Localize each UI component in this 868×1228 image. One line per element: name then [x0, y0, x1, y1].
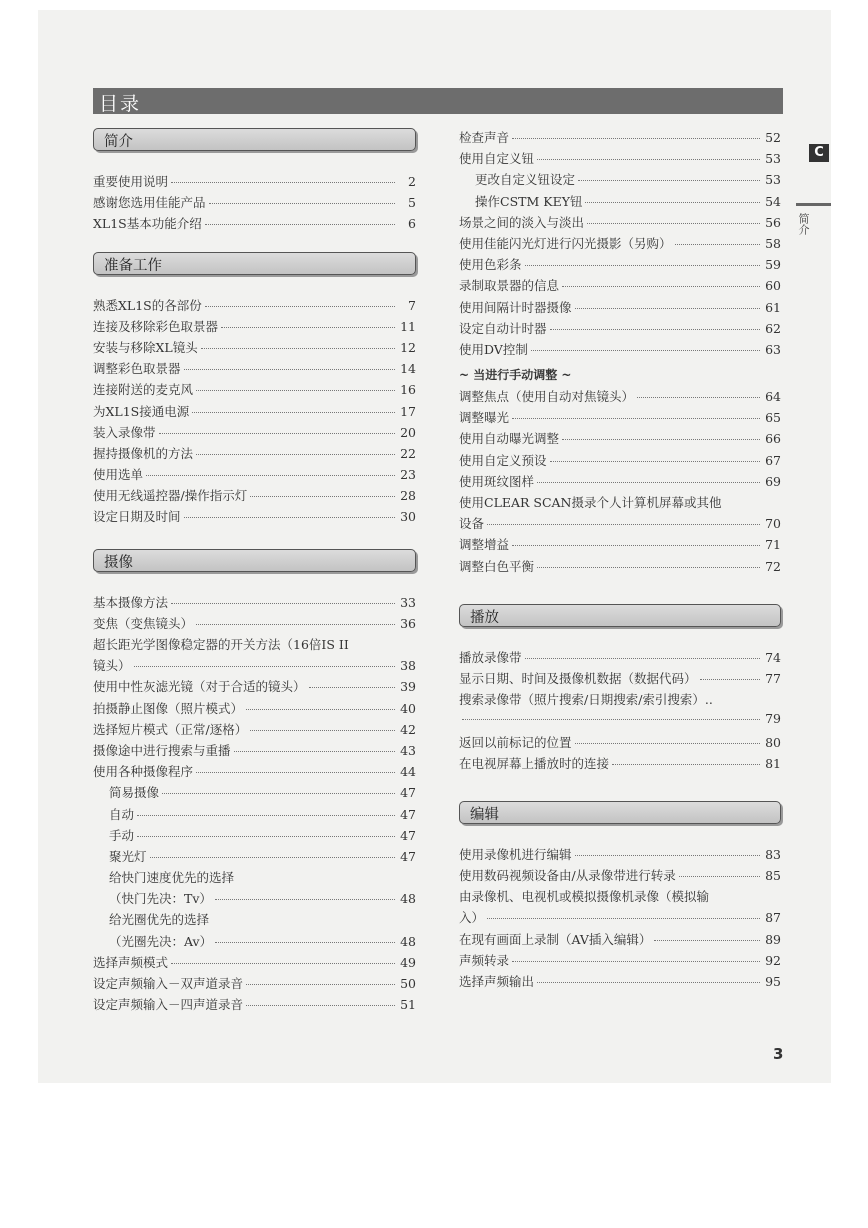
toc-entry-title: 在电视屏幕上播放时的连接 — [459, 755, 610, 771]
toc-entry[interactable] — [93, 465, 416, 486]
toc-entry-page: 47 — [400, 785, 416, 801]
toc-entry[interactable] — [459, 128, 781, 149]
toc-entry-page: 5 — [408, 195, 416, 211]
toc-entry-page: 65 — [765, 410, 781, 426]
toc-entry-page: 69 — [765, 473, 781, 489]
toc-entry-title: 握持摄像机的方法 — [93, 445, 194, 461]
title-bar — [93, 88, 783, 114]
list-right-a — [459, 128, 781, 361]
dot-leader — [146, 475, 395, 476]
section-header-playback: 播放 — [459, 604, 781, 627]
dot-leader — [250, 496, 395, 497]
toc-entry-page: 47 — [400, 827, 416, 843]
dot-leader — [159, 433, 395, 434]
toc-entry-title: 使用佳能闪光灯进行闪光摄影（另购） — [459, 235, 672, 251]
toc-entry-title: 简易摄像 — [109, 785, 160, 801]
toc-entry[interactable] — [93, 847, 416, 868]
toc-entry[interactable] — [93, 974, 416, 995]
toc-entry-title: 使用自定义钮 — [459, 151, 535, 167]
dot-leader — [537, 982, 760, 983]
dot-leader — [201, 348, 395, 349]
toc-entry-title: 选择短片模式（正常/逐格） — [93, 721, 248, 737]
toc-entry-page: 23 — [400, 467, 416, 483]
toc-entry[interactable] — [93, 826, 416, 847]
toc-entry-title: 摄像途中进行搜索与重播 — [93, 742, 231, 758]
dot-leader — [150, 857, 395, 858]
dot-leader — [537, 567, 760, 568]
dot-leader — [171, 603, 395, 604]
toc-entry[interactable] — [93, 444, 416, 465]
dot-leader — [137, 815, 395, 816]
toc-entry-page: 67 — [765, 452, 781, 468]
list-shooting-a2 — [93, 656, 416, 677]
toc-entry-page: 54 — [765, 193, 781, 209]
list-right-c — [459, 535, 781, 577]
toc-entry-title: 使用自动曝光调整 — [459, 431, 560, 447]
dot-leader — [196, 624, 395, 625]
dot-leader — [184, 369, 395, 370]
dot-leader — [196, 454, 395, 455]
dot-leader — [246, 709, 395, 710]
toc-entry-title: 连接及移除彩色取景器 — [93, 318, 219, 334]
toc-entry-page: 14 — [400, 361, 416, 377]
list-shooting-a — [93, 593, 416, 635]
list-av — [93, 932, 416, 953]
toc-entry-page: 70 — [765, 516, 781, 532]
toc-entry-title: 使用录像机进行编辑 — [459, 846, 572, 862]
dot-leader — [162, 793, 395, 794]
toc-entry-title: 调整曝光 — [459, 410, 510, 426]
toc-entry-title: 设定声频输入－四声道录音 — [93, 997, 244, 1013]
dot-leader — [512, 138, 760, 139]
dot-leader — [679, 876, 760, 877]
dot-leader — [525, 658, 760, 659]
toc-entry-page: 89 — [765, 931, 781, 947]
toc-entry-page: 61 — [765, 299, 781, 315]
list-play-a — [459, 648, 781, 690]
toc-entry-title: 自动 — [109, 806, 135, 822]
page-title: 目录 — [99, 93, 142, 115]
toc-entry-page: 87 — [765, 910, 781, 926]
dot-leader — [531, 350, 760, 351]
dot-leader — [587, 223, 760, 224]
dot-leader — [612, 764, 760, 765]
left-column — [93, 128, 416, 1016]
dot-leader — [309, 687, 395, 688]
toc-entry-page: 50 — [400, 976, 416, 991]
toc-entry[interactable] — [459, 234, 781, 255]
toc-entry[interactable] — [459, 972, 781, 993]
toc-entry-title: 使用DV控制 — [459, 341, 528, 357]
dot-leader — [575, 743, 760, 744]
toc-entry-title: 声频转录 — [459, 952, 510, 968]
toc-entry-page: 6 — [408, 216, 416, 232]
dot-leader — [192, 412, 395, 413]
toc-entry[interactable] — [93, 783, 416, 804]
dot-leader — [700, 679, 760, 680]
list-tv — [93, 889, 416, 910]
toc-entry-title: 使用中性灰滤光镜（对于合适的镜头） — [93, 679, 306, 695]
toc-entry-page: 56 — [765, 214, 781, 230]
toc-entry-title: 手动 — [109, 827, 135, 843]
toc-entry-title: 入） — [459, 910, 485, 926]
toc-entry[interactable] — [459, 733, 781, 754]
toc-entry-page: 53 — [765, 151, 781, 167]
toc-entry-title: 调整彩色取景器 — [93, 361, 181, 377]
toc-entry[interactable] — [459, 908, 781, 929]
list-edit-a — [459, 845, 781, 887]
toc-entry-title: 拍摄静止图像（照片模式） — [93, 700, 244, 716]
toc-entry-title: 连接附送的麦克风 — [93, 382, 194, 398]
toc-entry-page: 53 — [765, 172, 781, 188]
section-header-editing: 编辑 — [459, 801, 781, 824]
dot-leader — [205, 224, 395, 225]
dot-leader — [562, 439, 760, 440]
toc-entry-page: 11 — [400, 318, 416, 334]
toc-entry[interactable] — [93, 699, 416, 720]
toc-entry-page: 92 — [765, 952, 781, 968]
toc-entry-title: 选择声频输出 — [459, 974, 535, 989]
dot-leader — [205, 306, 395, 307]
list-shooting-c — [93, 783, 416, 868]
toc-entry-page: 52 — [765, 130, 781, 145]
toc-entry-title: 熟悉XL1S的各部份 — [93, 297, 202, 313]
toc-entry-title: 使用自定义预设 — [459, 452, 547, 468]
toc-entry-title: 设定自动计时器 — [459, 320, 547, 336]
dot-leader — [575, 855, 760, 856]
toc-entry[interactable] — [459, 711, 781, 732]
toc-entry-page: 42 — [400, 721, 416, 737]
toc-entry-page: 33 — [400, 594, 416, 610]
toc-entry[interactable] — [93, 995, 416, 1016]
toc-entry[interactable] — [93, 402, 416, 423]
toc-entry-wrap[interactable]: 超长距光学图像稳定器的开关方法（16倍IS II — [93, 637, 349, 652]
list-edit-vcr — [459, 908, 781, 929]
section-header-prep: 准备工作 — [93, 252, 416, 275]
toc-entry[interactable] — [93, 423, 416, 444]
right-column — [459, 128, 781, 993]
toc-entry-page: 28 — [400, 488, 416, 504]
toc-entry[interactable] — [459, 930, 781, 951]
toc-entry-page: 22 — [400, 445, 416, 461]
toc-entry-page: 30 — [400, 509, 416, 525]
dot-leader — [637, 397, 760, 398]
toc-entry-page: 20 — [400, 424, 416, 440]
toc-entry-title: 为XL1S接通电源 — [93, 403, 190, 419]
toc-entry-title: 检查声音 — [459, 130, 510, 145]
toc-entry-page: 60 — [765, 278, 781, 294]
toc-entry[interactable] — [459, 213, 781, 234]
toc-entry-page: 77 — [765, 670, 781, 686]
toc-entry[interactable] — [459, 408, 781, 429]
dot-leader — [550, 329, 760, 330]
toc-entry-title: 使用色彩条 — [459, 257, 522, 273]
toc-entry-page: 51 — [400, 997, 416, 1013]
toc-entry[interactable] — [93, 932, 416, 953]
toc-entry-page: 7 — [408, 297, 416, 313]
toc-entry[interactable] — [93, 214, 416, 235]
toc-entry-page: 74 — [765, 649, 781, 665]
toc-entry-page: 40 — [400, 700, 416, 716]
toc-entry-page: 63 — [765, 341, 781, 357]
dot-leader — [537, 482, 760, 483]
toc-entry-page: 36 — [400, 615, 416, 631]
dot-leader — [134, 666, 395, 667]
toc-entry[interactable] — [93, 762, 416, 783]
toc-entry[interactable] — [459, 669, 781, 690]
toc-entry-page: 83 — [765, 846, 781, 862]
toc-entry-page: 48 — [400, 891, 416, 907]
dot-leader — [234, 751, 395, 752]
toc-entry[interactable] — [93, 296, 416, 317]
toc-entry-title: 显示日期、时间及摄像机数据（数据代码） — [459, 670, 697, 686]
toc-entry-title: 镜头） — [93, 658, 131, 674]
page-number: 3 — [773, 1045, 784, 1063]
dot-leader — [221, 327, 395, 328]
toc-entry-page: 62 — [765, 320, 781, 336]
toc-entry[interactable] — [93, 193, 416, 214]
section-header-shooting: 摄像 — [93, 549, 416, 572]
toc-entry-title: 调整增益 — [459, 537, 510, 553]
toc-entry[interactable] — [93, 338, 416, 359]
toc-entry[interactable] — [459, 557, 781, 578]
toc-entry[interactable] — [93, 656, 416, 677]
toc-entry[interactable] — [459, 429, 781, 450]
toc-entry-title: 选择声频模式 — [93, 954, 169, 970]
list-edit-b — [459, 930, 781, 994]
toc-entry-page: 44 — [400, 764, 416, 780]
toc-entry[interactable] — [459, 754, 781, 775]
side-label: 简介 — [797, 213, 810, 235]
list-shooting-d — [93, 953, 416, 1017]
toc-entry[interactable] — [459, 535, 781, 556]
dot-leader — [462, 719, 760, 720]
toc-entry-page: 80 — [765, 734, 781, 750]
toc-entry[interactable] — [459, 845, 781, 866]
toc-entry[interactable] — [459, 951, 781, 972]
list-right-clear — [459, 514, 781, 535]
toc-entry[interactable] — [459, 298, 781, 319]
side-divider — [796, 203, 831, 206]
list-intro — [93, 172, 416, 236]
toc-entry[interactable] — [93, 889, 416, 910]
section-header-intro: 简介 — [93, 128, 416, 151]
toc-entry-title: 使用数码视频设备由/从录像带进行转录 — [459, 868, 676, 884]
toc-entry-page: 12 — [400, 339, 416, 355]
toc-entry-title: 返回以前标记的位置 — [459, 734, 572, 750]
dot-leader — [537, 159, 760, 160]
toc-entry-page: 48 — [400, 933, 416, 949]
toc-entry-title: 场景之间的淡入与淡出 — [459, 214, 585, 230]
toc-entry-title: 调整白色平衡 — [459, 558, 535, 574]
toc-entry-page: 95 — [765, 974, 781, 989]
toc-entry-wrap[interactable]: 搜索录像带（照片搜索/日期搜索/索引搜索）.. — [459, 692, 713, 708]
toc-entry-title: 安装与移除XL镜头 — [93, 339, 198, 355]
toc-entry-title: 变焦（变焦镜头） — [93, 615, 194, 631]
toc-entry[interactable] — [459, 192, 781, 213]
dot-leader — [585, 202, 760, 203]
toc-entry-page: 79 — [765, 711, 781, 727]
dot-leader — [196, 772, 395, 773]
toc-entry[interactable] — [93, 507, 416, 528]
dot-leader — [562, 286, 760, 287]
dot-leader — [196, 390, 395, 391]
toc-entry-page: 16 — [400, 382, 416, 398]
toc-entry-title: 聚光灯 — [109, 848, 147, 864]
dot-leader — [137, 836, 395, 837]
toc-entry-title: 感谢您选用佳能产品 — [93, 195, 206, 211]
toc-entry[interactable] — [459, 387, 781, 408]
dot-leader — [171, 963, 395, 964]
toc-entry[interactable] — [459, 319, 781, 340]
toc-entry-page: 17 — [400, 403, 416, 419]
toc-entry[interactable] — [459, 340, 781, 361]
toc-entry-title: 设定日期及时间 — [93, 509, 181, 525]
toc-entry[interactable] — [459, 255, 781, 276]
toc-subhead-tv[interactable]: 给快门速度优先的选择 — [109, 870, 235, 886]
dot-leader — [171, 182, 395, 183]
toc-entry-page: 2 — [408, 174, 416, 189]
toc-entry[interactable] — [459, 472, 781, 493]
dot-leader — [246, 984, 395, 985]
toc-entry-title: 装入录像带 — [93, 424, 156, 440]
dot-leader — [184, 517, 395, 518]
toc-entry[interactable] — [93, 317, 416, 338]
toc-entry[interactable] — [93, 614, 416, 635]
toc-entry[interactable] — [93, 953, 416, 974]
toc-entry-page: 72 — [765, 558, 781, 574]
toc-entry[interactable] — [93, 720, 416, 741]
list-right-b — [459, 387, 781, 493]
dot-leader — [487, 918, 760, 919]
list-play-b — [459, 733, 781, 775]
toc-entry-wrap[interactable]: 由录像机、电视机或模拟摄像机录像（模拟输 — [459, 889, 710, 905]
toc-entry-title: 基本摄像方法 — [93, 594, 169, 610]
toc-entry-title: 操作CSTM KEY钮 — [475, 193, 583, 209]
manual-subhead: ~ 当进行手动调整 ~ — [459, 368, 572, 383]
toc-entry-title: 使用各种摄像程序 — [93, 764, 194, 780]
list-prep — [93, 296, 416, 529]
list-shooting-b — [93, 677, 416, 783]
toc-entry-title: 录制取景器的信息 — [459, 278, 560, 294]
toc-entry[interactable] — [459, 170, 781, 191]
dot-leader — [512, 961, 760, 962]
dot-leader — [215, 899, 395, 900]
toc-entry-title: XL1S基本功能介绍 — [93, 216, 202, 232]
toc-entry[interactable] — [93, 380, 416, 401]
toc-entry[interactable] — [459, 648, 781, 669]
toc-entry-title: 设备 — [459, 516, 485, 532]
toc-entry-page: 81 — [765, 755, 781, 771]
toc-entry-title: （快门先决：Tv） — [109, 891, 212, 907]
dot-leader — [209, 203, 395, 204]
side-tab: C — [809, 144, 829, 162]
toc-entry[interactable] — [93, 593, 416, 614]
toc-entry-page: 58 — [765, 235, 781, 251]
toc-entry-page: 85 — [765, 868, 781, 884]
toc-entry-page: 66 — [765, 431, 781, 447]
toc-entry-title: 使用无线遥控器/操作指示灯 — [93, 488, 248, 504]
toc-entry-page: 71 — [765, 537, 781, 553]
toc-entry-title: 调整焦点（使用自动对焦镜头） — [459, 389, 635, 405]
toc-entry[interactable] — [459, 866, 781, 887]
toc-entry[interactable] — [93, 677, 416, 698]
toc-entry[interactable] — [93, 741, 416, 762]
dot-leader — [250, 730, 395, 731]
toc-entry-page: 49 — [400, 954, 416, 970]
toc-entry-page: 47 — [400, 848, 416, 864]
toc-entry[interactable] — [459, 149, 781, 170]
toc-entry-title: 播放录像带 — [459, 649, 522, 665]
toc-entry-title: 在现有画面上录制（AV插入编辑） — [459, 931, 652, 947]
dot-leader — [525, 265, 760, 266]
dot-leader — [246, 1005, 395, 1006]
toc-entry[interactable] — [459, 514, 781, 535]
toc-entry[interactable] — [93, 486, 416, 507]
toc-entry-title: 使用间隔计时器摄像 — [459, 299, 572, 315]
toc-entry-wrap[interactable]: 使用CLEAR SCAN摄录个人计算机屏幕或其他 — [459, 495, 722, 510]
toc-entry[interactable] — [459, 451, 781, 472]
toc-entry-page: 38 — [400, 658, 416, 674]
dot-leader — [675, 244, 760, 245]
toc-entry-title: 使用选单 — [93, 467, 144, 483]
toc-entry-title: 设定声频输入－双声道录音 — [93, 976, 244, 991]
dot-leader — [215, 942, 395, 943]
dot-leader — [654, 940, 760, 941]
dot-leader — [512, 418, 760, 419]
toc-entry-page: 43 — [400, 742, 416, 758]
dot-leader — [550, 461, 760, 462]
toc-entry-page: 64 — [765, 389, 781, 405]
toc-entry-page: 47 — [400, 806, 416, 822]
toc-entry[interactable] — [93, 172, 416, 193]
dot-leader — [487, 524, 760, 525]
list-play-search — [459, 711, 781, 732]
dot-leader — [512, 545, 760, 546]
toc-entry[interactable] — [93, 359, 416, 380]
toc-entry-title: （光圈先决：Av） — [109, 933, 213, 949]
toc-entry-title: 使用斑纹图样 — [459, 473, 535, 489]
dot-leader — [578, 180, 760, 181]
toc-entry-title: 重要使用说明 — [93, 174, 169, 189]
page — [38, 10, 831, 1083]
toc-entry-page: 59 — [765, 257, 781, 273]
dot-leader — [575, 308, 760, 309]
toc-subhead-av[interactable]: 给光圈优先的选择 — [109, 912, 210, 928]
toc-entry[interactable] — [459, 276, 781, 297]
toc-entry-page: 39 — [400, 679, 416, 695]
toc-entry-title: 更改自定义钮设定 — [475, 172, 576, 188]
toc-entry[interactable] — [93, 805, 416, 826]
